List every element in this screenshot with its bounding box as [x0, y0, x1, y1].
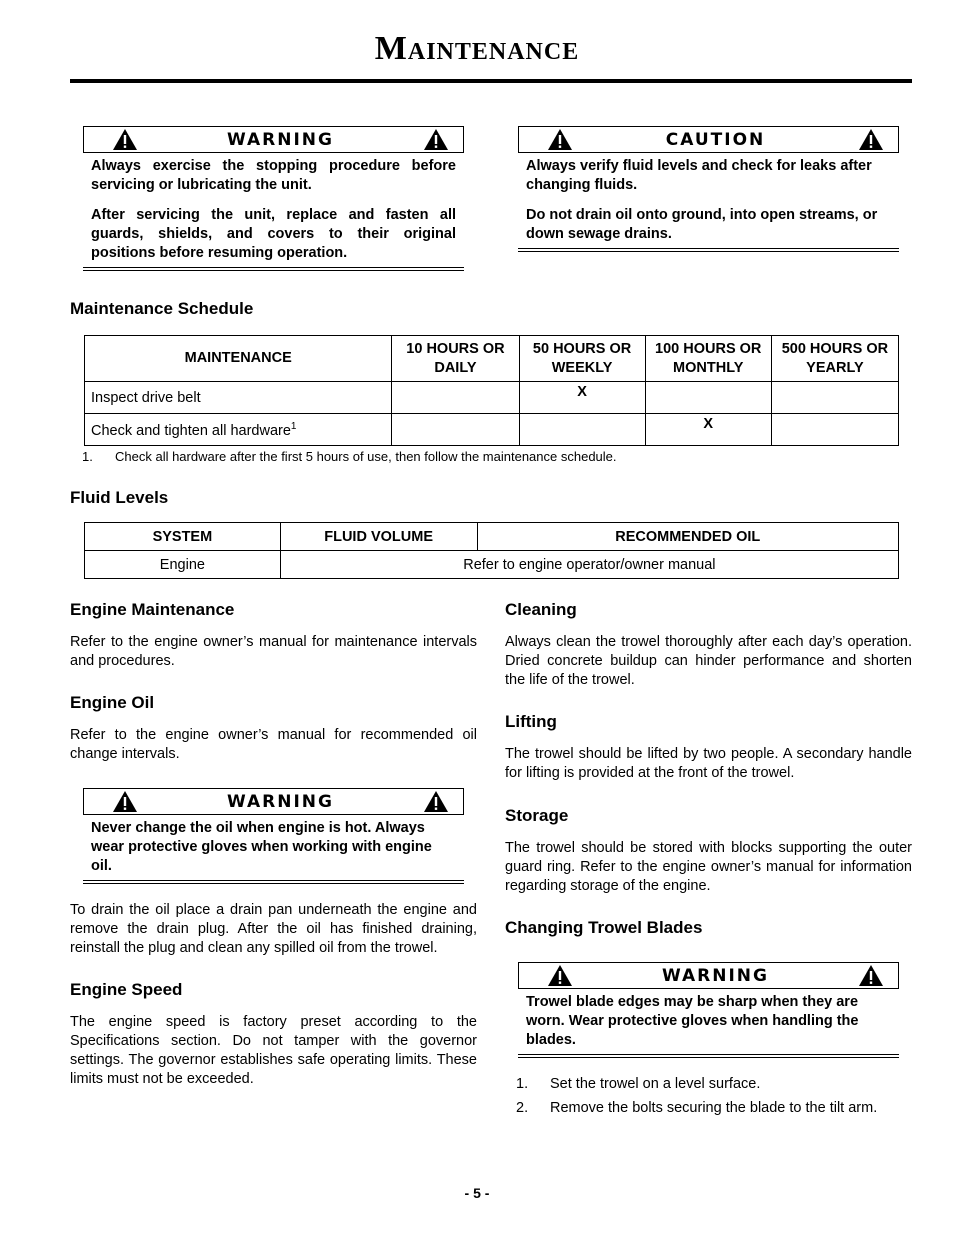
warning-header [83, 788, 464, 815]
cleaning-text: Always clean the trowel thoroughly after each day’s operation. Dried concrete buildup can hinder performance and shorten the life of the trowel. [505, 634, 912, 688]
warning-triangle-icon [547, 964, 573, 987]
step-text: Set the trowel on a level surface. [550, 1076, 761, 1092]
schedule-mark [392, 414, 519, 446]
schedule-header-row [85, 336, 899, 382]
caution-text [518, 153, 899, 244]
fluid-col-header: FLUID VOLUME [280, 523, 477, 551]
page-title: Maintenance [374, 30, 580, 67]
step-text: Remove the bolts securing the blade to the tilt arm. [550, 1100, 878, 1116]
warning-text [518, 989, 899, 1050]
schedule-col-header: 100 HOURS OR MONTHLY [645, 336, 771, 382]
table-row [85, 414, 899, 446]
table-row [85, 382, 899, 414]
warning-box-hot-oil [83, 788, 464, 884]
fluid-levels-table [84, 522, 899, 579]
warning-text [83, 815, 464, 876]
schedule-col-header: MAINTENANCE [85, 336, 392, 382]
changing-blades-heading: Changing Trowel Blades [505, 918, 703, 937]
engine-speed-heading: Engine Speed [70, 980, 183, 999]
warning-triangle-icon [112, 128, 138, 151]
warning-text [83, 153, 464, 263]
title-divider [70, 79, 912, 83]
drain-oil-text: To drain the oil place a drain pan underneath the engine and remove the drain plug. After the oil has finished draining, reinstall the plug and clean any spilled oil from the trowel. [70, 902, 477, 956]
blade-steps-list [505, 1076, 912, 1124]
schedule-col-header: 500 HOURS OR YEARLY [771, 336, 898, 382]
engine-speed-text: The engine speed is factory preset according to the Specifications section. Do not tamper with the governor settings. The governor establishes safe operating limits. These limits must not be exceeded. [70, 1014, 477, 1087]
fluid-levels-heading: Fluid Levels [70, 488, 169, 507]
schedule-heading: Maintenance Schedule [70, 299, 254, 318]
warning-header [83, 126, 464, 153]
table-row [85, 551, 899, 579]
fluid-col-header: RECOMMENDED OIL [477, 523, 898, 551]
step-number: 2. [516, 1100, 529, 1116]
caution-bottom-rule [518, 248, 899, 252]
caution-line: Do not drain oil onto ground, into open streams, or down sewage drains. [526, 207, 878, 242]
schedule-mark [771, 382, 898, 414]
warning-line: After servicing the unit, replace and fasten all guards, shields, and covers to their original positions before resuming operation. [91, 207, 456, 261]
warning-triangle-icon [423, 128, 449, 151]
warning-box-stopping [83, 126, 464, 271]
warning-bottom-rule [83, 880, 464, 884]
fluid-recommendation: Refer to engine operator/owner manual [280, 551, 898, 579]
warning-bottom-rule [83, 267, 464, 271]
caution-triangle-icon [858, 128, 884, 151]
warning-label: WARNING [662, 965, 769, 986]
schedule-task: Check and tighten all hardware [91, 422, 291, 439]
schedule-mark [771, 414, 898, 446]
fluid-system: Engine [85, 551, 281, 579]
schedule-mark [392, 382, 519, 414]
caution-header [518, 126, 899, 153]
cleaning-heading: Cleaning [505, 600, 577, 619]
page-number: - 5 - [464, 1185, 490, 1201]
fluid-header-row [85, 523, 899, 551]
warning-label: WARNING [227, 791, 334, 812]
schedule-mark: X [519, 382, 645, 414]
warning-line: Trowel blade edges may be sharp when they are worn. Wear protective gloves when handling the blades. [526, 994, 859, 1048]
warning-line: Never change the oil when engine is hot. Always wear protective gloves when working with engine oil. [91, 820, 432, 874]
schedule-col-header: 50 HOURS OR WEEKLY [519, 336, 645, 382]
schedule-mark: X [645, 414, 771, 446]
warning-triangle-icon [112, 790, 138, 813]
caution-line: Always verify fluid levels and check for leaks after changing fluids. [526, 158, 872, 193]
warning-triangle-icon [858, 964, 884, 987]
engine-oil-text: Refer to the engine owner’s manual for recommended oil change intervals. [70, 727, 477, 762]
warning-box-sharp-blades [518, 962, 899, 1058]
schedule-col-header: 10 HOURS OR DAILY [392, 336, 519, 382]
engine-oil-heading: Engine Oil [70, 693, 155, 712]
step-number: 1. [516, 1076, 529, 1092]
engine-maintenance-text: Refer to the engine owner’s manual for maintenance intervals and procedures. [70, 634, 477, 669]
schedule-task-cell [85, 414, 392, 446]
schedule-footnote-number: 1. [82, 449, 93, 464]
list-item [505, 1076, 912, 1092]
schedule-mark [519, 414, 645, 446]
caution-label: CAUTION [665, 129, 766, 150]
schedule-mark [645, 382, 771, 414]
warning-header [518, 962, 899, 989]
fluid-col-header: SYSTEM [85, 523, 281, 551]
maintenance-schedule-table [84, 335, 899, 446]
warning-triangle-icon [423, 790, 449, 813]
schedule-task: Inspect drive belt [85, 382, 392, 414]
storage-heading: Storage [505, 806, 569, 825]
warning-line: Always exercise the stopping procedure before servicing or lubricating the unit. [91, 158, 456, 193]
engine-maintenance-heading: Engine Maintenance [70, 600, 235, 619]
caution-box-fluids [518, 126, 899, 252]
warning-label: WARNING [227, 129, 334, 150]
caution-triangle-icon [547, 128, 573, 151]
lifting-text: The trowel should be lifted by two people. A secondary handle for lifting is provided at the front of the trowel. [505, 746, 912, 781]
storage-text: The trowel should be stored with blocks supporting the outer guard ring. Refer to the engine owner’s manual for information regarding storage of the engine. [505, 840, 912, 894]
warning-bottom-rule [518, 1054, 899, 1058]
list-item [505, 1100, 912, 1116]
lifting-heading: Lifting [505, 712, 557, 731]
schedule-footnote: Check all hardware after the first 5 hours of use, then follow the maintenance schedule. [115, 449, 617, 464]
footnote-marker: 1 [290, 420, 297, 432]
